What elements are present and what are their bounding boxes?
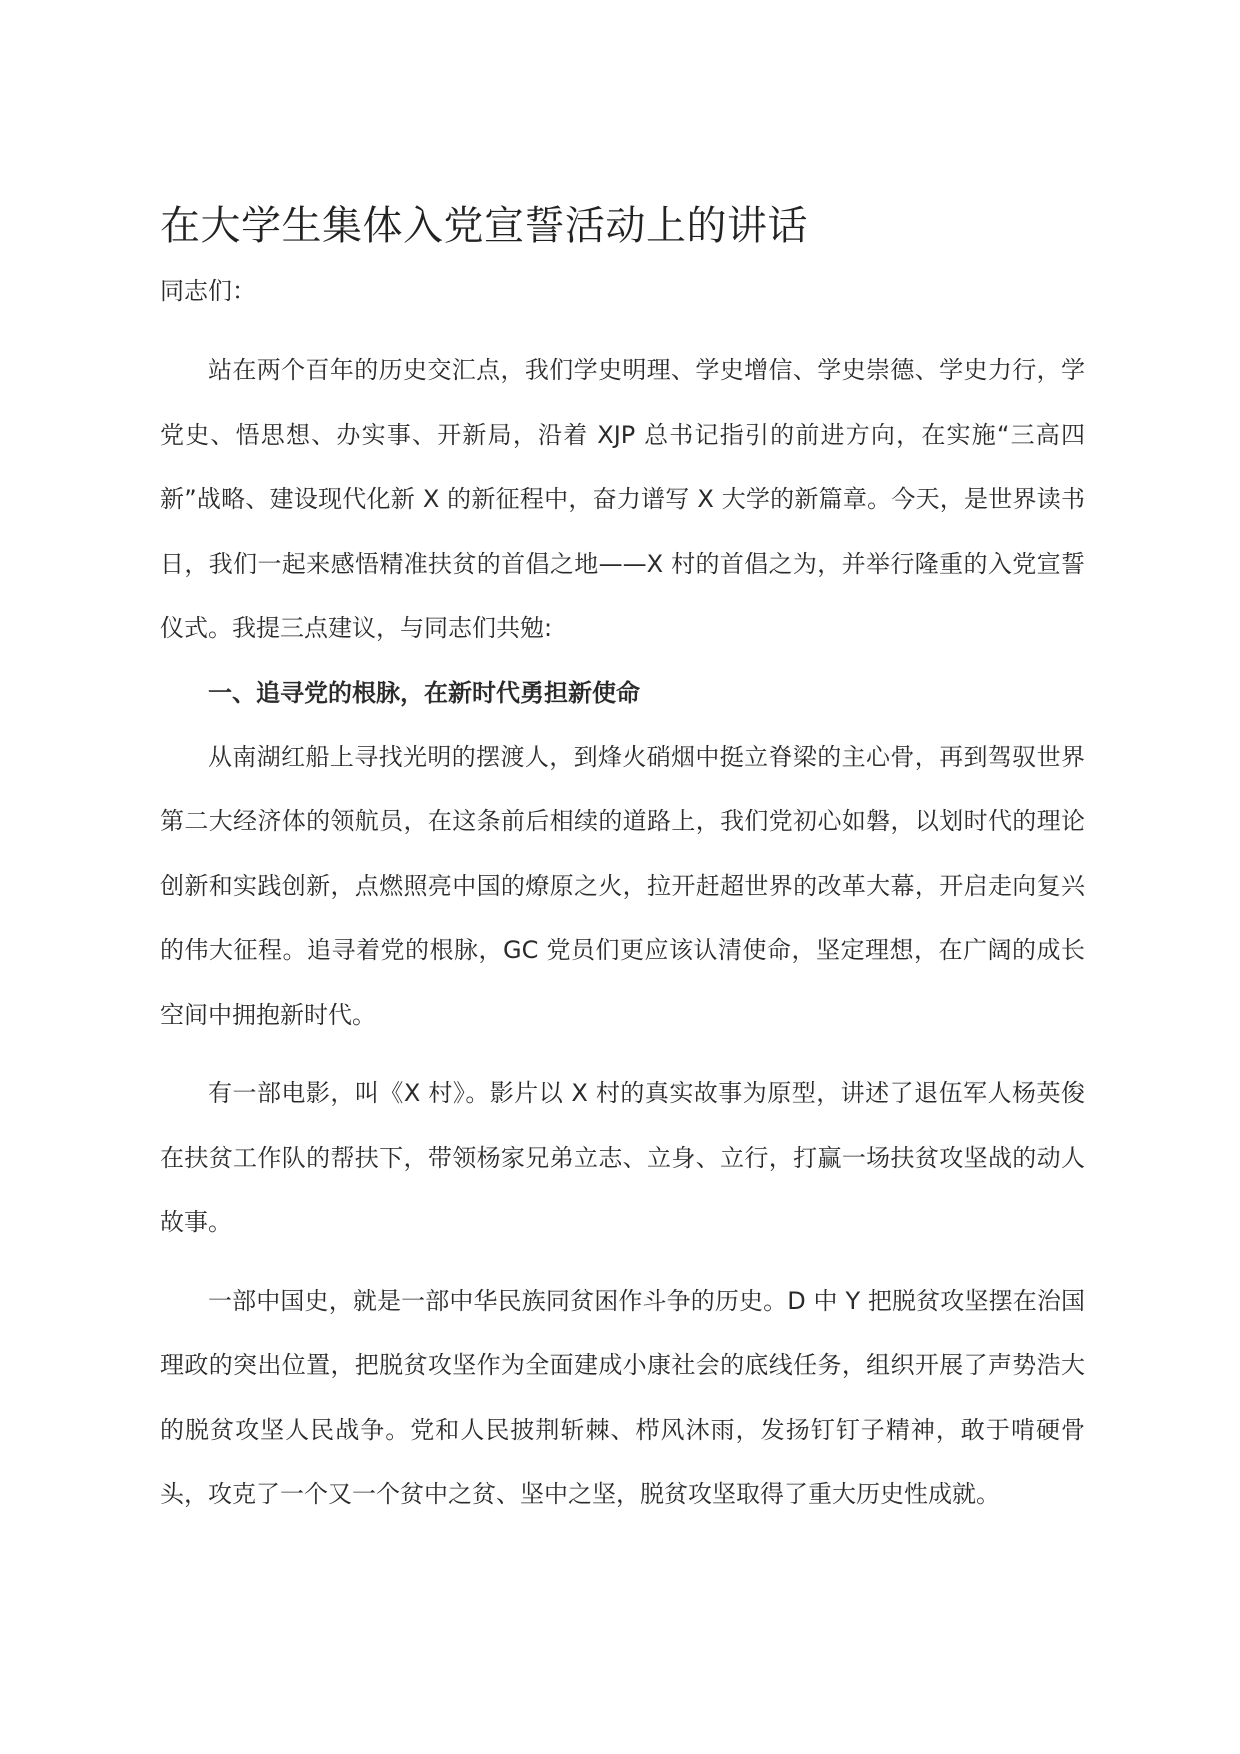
document-page [160, 196, 1085, 1541]
paragraph-party-roots: 从南湖红船上寻找光明的摆渡人，到烽火硝烟中挺立脊梁的主心骨，再到驾驭世界第二大经济体的领航员，在这条前后相续的道路上，我们党初心如磐，以划时代的理论创新和实践创新，点燃照亮中国的燎原之火，拉开赶超世界的改革大幕，开启走向复兴的伟大征程。追寻着党的根脉，GC 党员们更应该认清使命，坚定理想，在广阔的成长空间中拥抱新时代。 [160, 742, 1085, 1029]
paragraph-movie: 有一部电影，叫《X 村》。影片以 X 村的真实故事为原型，讲述了退伍军人杨英俊在扶贫工作队的帮扶下，带领杨家兄弟立志、立身、立行，打赢一场扶贫攻坚战的动人故事。 [160, 1079, 1085, 1236]
document-title: 在大学生集体入党宣誓活动上的讲话 [160, 203, 808, 249]
section-heading: 一、追寻党的根脉，在新时代勇担新使命 [208, 678, 640, 707]
paragraph-poverty: 一部中国史，就是一部中华民族同贫困作斗争的历史。D 中 Y 把脱贫攻坚摆在治国理政的突出位置，把脱贫攻坚作为全面建成小康社会的底线任务，组织开展了声势浩大的脱贫攻坚人民战争。党和人民披荆斩棘、栉风沐雨，发扬钉钉子精神，敢于啃硬骨头，攻克了一个又一个贫中之贫、坚中之坚，脱贫攻坚取得了重大历史性成就。 [160, 1286, 1085, 1508]
greeting: 同志们： [160, 277, 256, 305]
paragraph-intro: 站在两个百年的历史交汇点，我们学史明理、学史增信、学史崇德、学史力行，学党史、悟思想、办实事、开新局，沿着 XJP 总书记指引的前进方向，在实施“三高四新”战略、建设现代化新 X 的新征程中，奋力谱写 X 大学的新篇章。今天，是世界读书日，我们一起来感悟精准扶贫的首倡之地——X 村的首倡之为，并举行隆重的入党宣誓仪式。我提三点建议，与同志们共勉: [160, 356, 1085, 642]
